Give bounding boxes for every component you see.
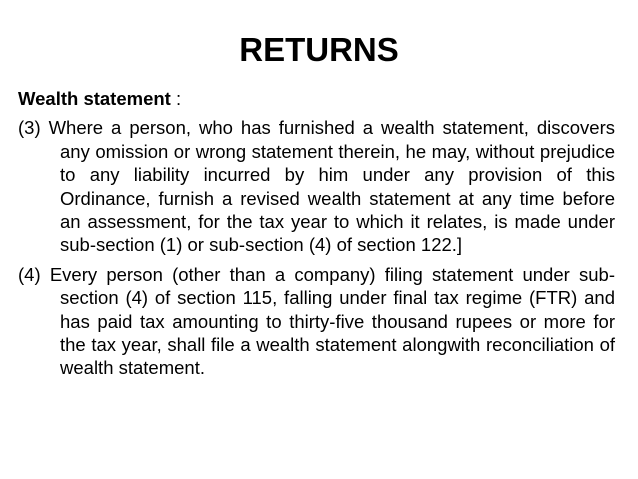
- slide-content: [18, 87, 615, 386]
- paragraph-3: (3) Where a person, who has furnished a wealth statement, discovers any omission or wrong statement therein, he may, without prejudice to any liability incurred by him under any provision of this Ordinance, furnish a revised wealth statement at any time before an assessment, for the tax year to which it relates, is made under sub-section (1) or sub-section (4) of section 122.]: [18, 117, 615, 256]
- paragraph-4: (4) Every person (other than a company) filing statement under sub-section (4) of section 115, falling under final tax regime (FTR) and has paid tax amounting to thirty-five thousand rupees or more for the tax year, shall file a wealth statement alongwith reconciliation of wealth statement.: [18, 263, 615, 379]
- section-heading-label: Wealth statement: [18, 88, 171, 109]
- section-heading-suffix: :: [170, 88, 182, 109]
- section-heading: [18, 87, 615, 110]
- slide-title: RETURNS: [239, 31, 399, 68]
